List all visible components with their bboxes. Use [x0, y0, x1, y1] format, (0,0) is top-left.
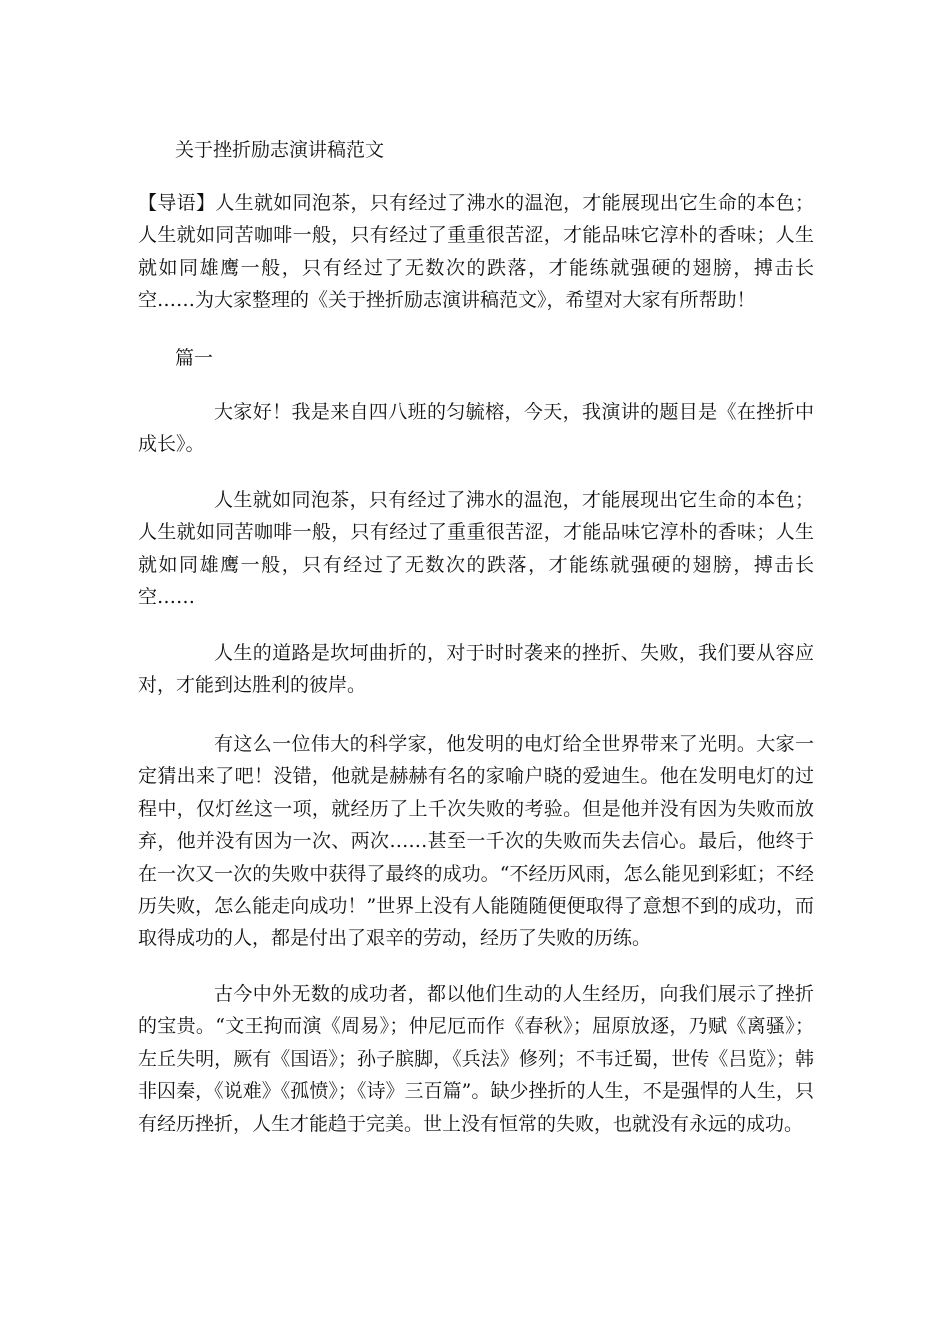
intro-paragraph: 【导语】人生就如同泡茶，只有经过了沸水的温泡，才能展现出它生命的本色；人生就如同苦咖啡一般，只有经过了重重很苦涩，才能品味它淳朴的香味；人生就如同雄鹰一般，只有经过了无数次的跌落，才能练就强硬的翅膀，搏击长空……为大家整理的《关于挫折励志演讲稿范文》，希望对大家有所帮助！	[138, 192, 814, 312]
document-title: 关于挫折励志演讲稿范文	[175, 139, 385, 161]
paragraph-greeting: 大家好！我是来自四八班的匀毓榕，今天，我演讲的题目是《在挫折中成长》。	[138, 401, 814, 456]
paragraph-life-metaphor: 人生就如同泡茶，只有经过了沸水的温泡，才能展现出它生命的本色；人生就如同苦咖啡一般，只有经过了重重很苦涩，才能品味它淳朴的香味；人生就如同雄鹰一般，只有经过了无数次的跌落，才能练就强硬的翅膀，搏击长空……	[138, 489, 814, 609]
section-heading: 篇一	[175, 347, 214, 369]
paragraph-historical-examples: 古今中外无数的成功者，都以他们生动的人生经历，向我们展示了挫折的宝贵。“文王拘而演《周易》；仲尼厄而作《春秋》；屈原放逐，乃赋《离骚》；左丘失明，厥有《国语》；孙子膑脚，《兵法》修列；不韦迁蜀，世传《吕览》；韩非囚秦，《说难》《孤愤》；《诗》三百篇”。缺少挫折的人生，不是强悍的人生，只有经历挫折，人生才能趋于完美。世上没有恒常的失败，也就没有永远的成功。	[138, 983, 814, 1135]
paragraph-road-of-life: 人生的道路是坎坷曲折的，对于时时袭来的挫折、失败，我们要从容应对，才能到达胜利的彼岸。	[138, 642, 814, 697]
paragraph-edison: 有这么一位伟大的科学家，他发明的电灯给全世界带来了光明。大家一定猜出来了吧！没错，他就是赫赫有名的家喻户晓的爱迪生。他在发明电灯的过程中，仅灯丝这一项，就经历了上千次失败的考验。但是他并没有因为失败而放弃，他并没有因为一次、两次……甚至一千次的失败而失去信心。最后，他终于在一次又一次的失败中获得了最终的成功。“不经历风雨，怎么能见到彩虹；不经历失败，怎么能走向成功！”世界上没有人能随随便便取得了意想不到的成功，而取得成功的人，都是付出了艰辛的劳动，经历了失败的历练。	[138, 733, 814, 950]
